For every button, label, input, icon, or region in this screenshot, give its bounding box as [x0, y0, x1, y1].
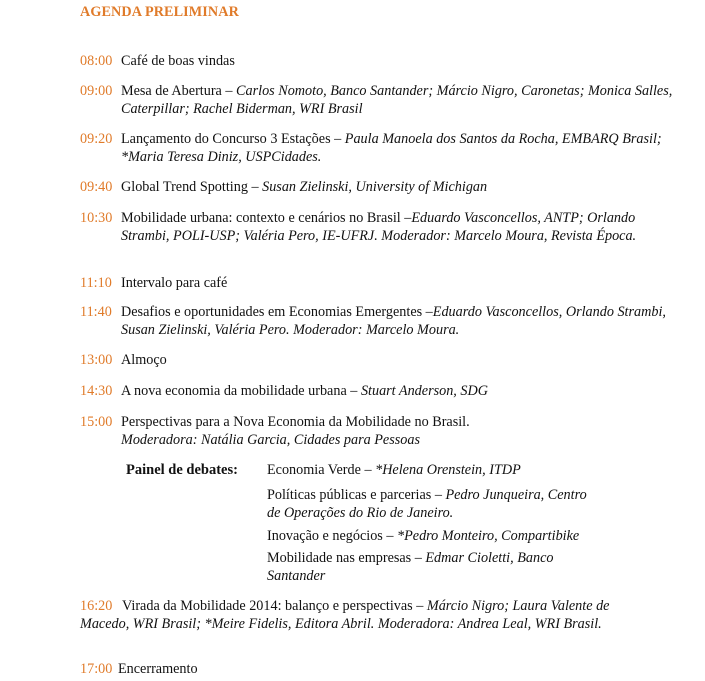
- panel-topic: Economia Verde –: [267, 462, 376, 478]
- panel-item-mobilidade-empresas: [267, 549, 597, 585]
- agenda-time: 13:00: [80, 352, 113, 368]
- agenda-item-0940: [80, 178, 680, 196]
- agenda-item-0800: [80, 52, 680, 70]
- agenda-text: Mobilidade urbana: contexto e cenários no Brasil –Eduardo Vasconcellos, ANTP; Orlando Strambi, POLI-USP; Valéria Pero, IE-UFRJ. Moderador: Marcelo Moura, Revista Época.: [121, 210, 637, 244]
- agenda-speakers: Eduardo Vasconcellos, ANTP; Orlando Strambi, POLI-USP; Valéria Pero, IE-UFRJ. Moderador: Marcelo Moura, Revista Época.: [121, 210, 637, 244]
- agenda-time: 09:00: [80, 83, 113, 99]
- agenda-speakers: Carlos Nomoto, Banco Santander; Márcio Nigro, Caronetas; Monica Salles, Caterpillar; Rachel Biderman, WRI Brasil: [121, 83, 673, 117]
- agenda-item-1300: [80, 351, 680, 369]
- agenda-title: AGENDA PRELIMINAR: [80, 4, 239, 20]
- agenda-item-1030: [80, 209, 680, 245]
- agenda-time: 17:00: [80, 661, 113, 677]
- panel-item-economia-verde: [267, 461, 657, 479]
- agenda-time: 09:40: [80, 179, 113, 195]
- panel-topic: Inovação e negócios –: [267, 528, 398, 544]
- agenda-time: 15:00: [80, 414, 113, 430]
- agenda-text: Global Trend Spotting – Susan Zielinski, University of Michigan: [121, 179, 488, 195]
- agenda-text: Café de boas vindas: [121, 53, 235, 69]
- agenda-time: 14:30: [80, 383, 113, 399]
- agenda-item-1140: [80, 303, 680, 339]
- agenda-time: 10:30: [80, 210, 113, 226]
- agenda-text: Perspectivas para a Nova Economia da Mobilidade no Brasil. Moderadora: Natália Garcia, Cidades para Pessoas: [121, 414, 470, 448]
- agenda-moderator: Moderadora: Natália Garcia, Cidades para Pessoas: [121, 432, 420, 448]
- agenda-text: Intervalo para café: [121, 275, 228, 291]
- agenda-item-0900: [80, 82, 680, 118]
- panel-item-inovacao: [267, 527, 657, 545]
- panel-speakers: *Helena Orenstein, ITDP: [375, 462, 521, 478]
- agenda-speakers: Eduardo Vasconcellos, Orlando Strambi, Susan Zielinski, Valéria Pero. Moderador: Marcelo Moura.: [121, 304, 666, 338]
- panel-item-politicas-publicas: [267, 486, 597, 522]
- agenda-time: 08:00: [80, 53, 113, 69]
- agenda-item-1500: [80, 413, 680, 449]
- agenda-text: Encerramento: [118, 661, 198, 677]
- agenda-item-1430: [80, 382, 680, 400]
- agenda-text: Lançamento do Concurso 3 Estações – Paula Manoela dos Santos da Rocha, EMBARQ Brasil; *Maria Teresa Diniz, USPCidades.: [121, 131, 662, 165]
- panel-speakers: Pedro Junqueira, Centro de Operações do Rio de Janeiro.: [267, 487, 587, 521]
- agenda-text: Almoço: [121, 352, 167, 368]
- agenda-item-1700: [80, 660, 680, 678]
- panel-label: Painel de debates:: [126, 462, 238, 478]
- agenda-speakers: Paula Manoela dos Santos da Rocha, EMBARQ Brasil; *Maria Teresa Diniz, USPCidades.: [121, 131, 662, 165]
- agenda-item-1110: [80, 274, 680, 292]
- agenda-time: 16:20: [80, 598, 113, 614]
- agenda-text: Mesa de Abertura – Carlos Nomoto, Banco Santander; Márcio Nigro, Caronetas; Monica Salles, Caterpillar; Rachel Biderman, WRI Brasil: [121, 83, 673, 117]
- agenda-time: 09:20: [80, 131, 113, 147]
- agenda-item-0920: [80, 130, 680, 166]
- agenda-item-1620: [80, 597, 640, 633]
- panel-speakers: *Pedro Monteiro, Compartibike: [397, 528, 580, 544]
- agenda-text: A nova economia da mobilidade urbana – Stuart Anderson, SDG: [121, 383, 488, 399]
- agenda-time: 11:10: [80, 275, 112, 291]
- panel-speakers: Edmar Cioletti, Banco Santander: [267, 550, 554, 584]
- panel-topic: Mobilidade nas empresas –: [267, 550, 426, 566]
- agenda-speakers: Susan Zielinski, University of Michigan: [262, 179, 488, 195]
- agenda-speakers: Stuart Anderson, SDG: [360, 383, 488, 399]
- agenda-speakers: Márcio Nigro; Laura Valente de Macedo, WRI Brasil; *Meire Fidelis, Editora Abril. Moderadora: Andrea Leal, WRI Brasil.: [80, 598, 610, 632]
- panel-topic: Políticas públicas e parcerias –: [267, 487, 446, 503]
- agenda-time: 11:40: [80, 304, 112, 320]
- agenda-text: Virada da Mobilidade 2014: balanço e perspectivas – Márcio Nigro; Laura Valente de Macedo, WRI Brasil; *Meire Fidelis, Editora Abril. Moderadora: Andrea Leal, WRI Brasil.: [80, 598, 610, 632]
- agenda-text: Desafios e oportunidades em Economias Emergentes –Eduardo Vasconcellos, Orlando Strambi, Susan Zielinski, Valéria Pero. Moderador: Marcelo Moura.: [121, 304, 666, 338]
